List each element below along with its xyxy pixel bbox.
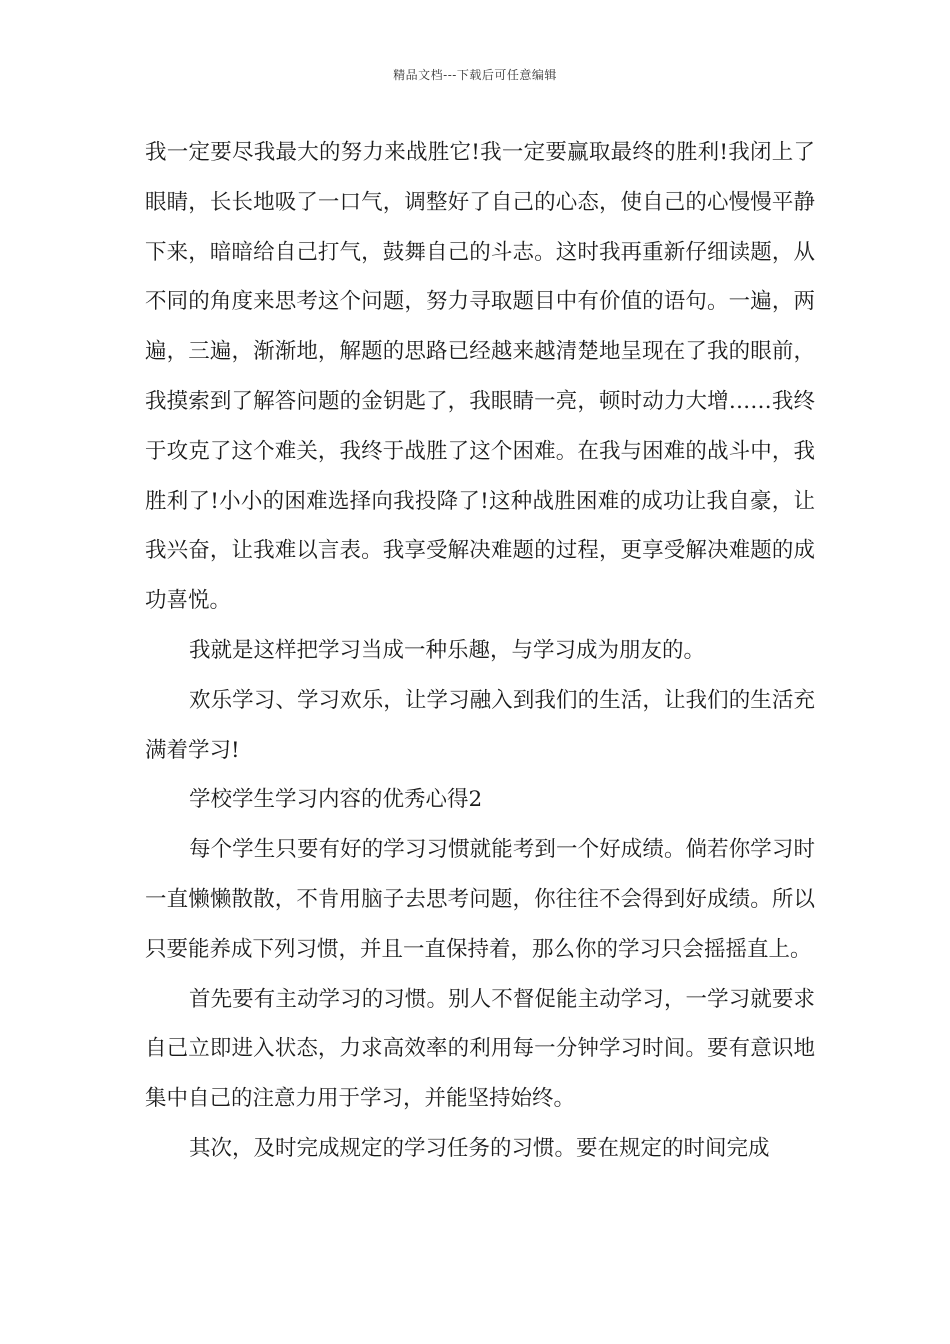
page-header: 精品文档---下载后可任意编辑 [393, 68, 557, 82]
paragraph: 其次，及时完成规定的学习任务的习惯。要在规定的时间完成 [189, 1135, 770, 1161]
paragraph-continued: 我一定要尽我最大的努力来战胜它!我一定要赢取最终的胜利!我闭上了眼睛，长长地吸了一口气，调整好了自己的心态，使自己的心慢慢平静下来，暗暗给自己打气，鼓舞自己的斗志。这时我再重新仔细读题，从不同的角度来思考这个问题，努力寻取题目中有价值的语句。一遍，两遍，三遍，渐渐地，解题的思路已经越来越清楚地呈现在了我的眼前，我摸索到了解答问题的金钥匙了，我眼睛一亮，顿时动力大增……我终于攻克了这个难关，我终于战胜了这个困难。在我与困难的战斗中，我胜利了!小小的困难选择向我投降了!这种战胜困难的成功让我自豪，让我兴奋，让我难以言表。我享受解决难题的过程，更享受解决难题的成功喜悦。 [145, 140, 815, 614]
paragraph: 我就是这样把学习当成一种乐趣，与学习成为朋友的。 [189, 637, 706, 663]
document-body [145, 128, 815, 1174]
section-title: 学校学生学习内容的优秀心得2 [189, 787, 483, 813]
paragraph: 欢乐学习、学习欢乐，让学习融入到我们的生活，让我们的生活充满着学习! [145, 687, 815, 763]
paragraph: 每个学生只要有好的学习习惯就能考到一个好成绩。倘若你学习时一直懒懒散散，不肯用脑子去思考问题，你往往不会得到好成绩。所以只要能养成下列习惯，并且一直保持着，那么你的学习只会摇摇直上。 [145, 837, 815, 962]
paragraph: 首先要有主动学习的习惯。别人不督促能主动学习，一学习就要求自己立即进入状态，力求高效率的利用每一分钟学习时间。要有意识地集中自己的注意力用于学习，并能坚持始终。 [145, 986, 815, 1112]
